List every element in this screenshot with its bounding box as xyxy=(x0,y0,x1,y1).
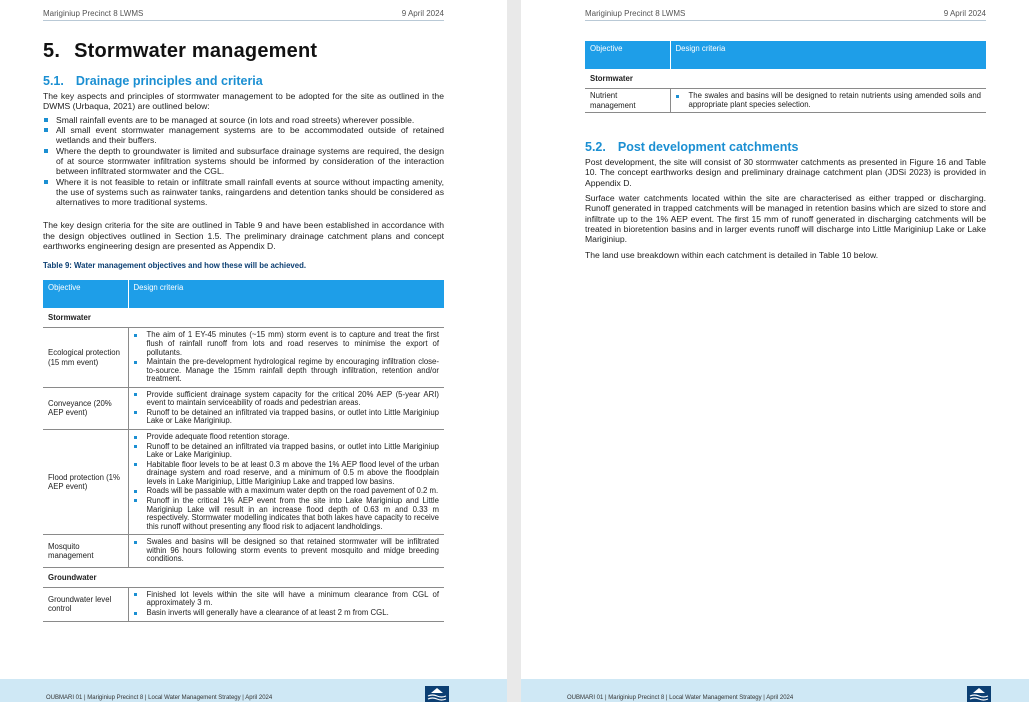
criteria-cell xyxy=(128,587,444,621)
list-item: Provide sufficient drainage system capacity for the critical 20% AEP (5-year ARI) event to maintain serviceability of roads and pedestrian areas. xyxy=(134,391,440,408)
subsection-number: 5.1. xyxy=(43,74,64,88)
square-bullet-icon xyxy=(134,593,137,596)
running-header xyxy=(585,9,986,21)
list-item: The swales and basins will be designed to retain nutrients using amended soils and appropriate plant species selection. xyxy=(676,92,982,109)
table-header-row xyxy=(585,41,986,69)
criteria-cell xyxy=(128,328,444,387)
catchments-paragraph-1: Post development, the site will consist of 30 stormwater catchments as presented in Figure 16 and Table 10. The concept earthworks design and preliminary drainage catchment plan (JDSi 2023) is provided in Appendix D. xyxy=(585,157,986,188)
list-item: Finished lot levels within the site will have a minimum clearance from CGL of approximately 3 m. xyxy=(134,591,440,608)
catchments-paragraph-3: The land use breakdown within each catchment is detailed in Table 10 below. xyxy=(585,249,879,260)
square-bullet-icon xyxy=(134,436,137,439)
table-row xyxy=(585,89,986,113)
criteria-table-continued xyxy=(585,41,986,113)
footer-text: OUBMARI 01 | Mariginiup Precinct 8 | Local Water Management Strategy | April 2024 xyxy=(46,695,273,701)
list-item: Runoff to be detained an infiltrated via trapped basins, or outlet into Little Mariginiup Lake or Lake Mariginiup. xyxy=(134,409,440,426)
page-footer xyxy=(0,679,507,702)
criteria-cell xyxy=(128,387,444,429)
header-date: 9 April 2024 xyxy=(401,9,444,18)
objective-cell: Flood protection (1% AEP event) xyxy=(43,430,128,535)
square-bullet-icon xyxy=(44,149,48,153)
square-bullet-icon xyxy=(44,118,48,122)
section-heading xyxy=(43,40,444,63)
square-bullet-icon xyxy=(134,445,137,448)
document-page-right xyxy=(521,0,1029,702)
table-caption: Table 9: Water management objectives and how these will be achieved. xyxy=(43,261,307,271)
page-content xyxy=(585,41,986,260)
square-bullet-icon xyxy=(134,334,137,337)
subsection-heading-5-2 xyxy=(585,140,986,154)
square-bullet-icon xyxy=(134,411,137,414)
list-item: Where the depth to groundwater is limited and subsurface drainage systems are required, the design of at source stormwater infiltration systems should be informed by consideration of the interaction between infiltrated stormwater and the CGL. xyxy=(43,146,444,177)
running-header xyxy=(43,9,444,21)
square-bullet-icon xyxy=(676,95,679,98)
criteria-cell xyxy=(670,89,986,113)
criteria-cell xyxy=(128,430,444,535)
table-header-row xyxy=(43,280,444,308)
principles-list xyxy=(43,115,444,208)
table-row xyxy=(43,328,444,387)
criteria-cell xyxy=(128,535,444,568)
table-row xyxy=(43,387,444,429)
objective-cell: Conveyance (20% AEP event) xyxy=(43,387,128,429)
list-item: The aim of 1 EY-45 minutes (~15 mm) storm event is to capture and treat the first flush of rainfall runoff from lots and road reserves to minimise the export of pollutants. xyxy=(134,331,440,357)
wave-logo-icon xyxy=(425,686,449,702)
table-row xyxy=(43,587,444,621)
list-item: Maintain the pre-development hydrological regime by encouraging infiltration close-to-source. Manage the 15mm rainfall depth through infiltration, retention and/or treatment. xyxy=(134,358,440,384)
column-header-objective: Objective xyxy=(43,280,128,308)
subsection-heading-5-1 xyxy=(43,74,444,88)
list-item: All small event stormwater management systems are to be accommodated outside of retained wetlands and their buffers. xyxy=(43,125,444,146)
column-header-objective: Objective xyxy=(585,41,670,69)
header-project: Mariginiup Precinct 8 LWMS xyxy=(43,9,144,18)
page-footer xyxy=(521,679,1029,702)
page-content xyxy=(43,40,444,622)
square-bullet-icon xyxy=(134,499,137,502)
list-item: Runoff to be detained an infiltrated via trapped basins, or outlet into Little Mariginiup Lake or Lake Mariginiup. xyxy=(134,443,440,460)
list-item: Small rainfall events are to be managed at source (in lots and road streets) wherever possible. xyxy=(43,115,444,125)
header-date: 9 April 2024 xyxy=(943,9,986,18)
square-bullet-icon xyxy=(44,180,48,184)
list-item: Swales and basins will be designed so that retained stormwater will be infiltrated within 96 hours following storm events to prevent mosquito and midge breeding conditions. xyxy=(134,538,440,564)
square-bullet-icon xyxy=(134,393,137,396)
list-item: Runoff in the critical 1% AEP event from the site into Lake Mariginiup and Little Mariginiup Lake will result in an increase flood depth of 0.63 m and 0.33 m respectively. Stormwater modelling indicates that both lakes have capacity to receive this runoff without presenting any flood risk to adjacent landholdings. xyxy=(134,497,440,531)
document-page-left xyxy=(0,0,507,702)
table-row xyxy=(43,430,444,535)
subsection-number: 5.2. xyxy=(585,140,606,155)
square-bullet-icon xyxy=(134,490,137,493)
objective-cell: Groundwater level control xyxy=(43,587,128,621)
list-item: Basin inverts will generally have a clearance of at least 2 m from CGL. xyxy=(134,609,440,618)
objective-cell: Nutrient management xyxy=(585,89,670,113)
section-title: Stormwater management xyxy=(74,40,318,62)
list-item: Where it is not feasible to retain or infiltrate small rainfall events at source without impacting amenity, the use of systems such as rainwater tanks, raingardens and detention tanks should be considered as alternatives to more traditional systems. xyxy=(43,177,444,208)
group-row-stormwater: Stormwater xyxy=(43,308,444,328)
list-item: Roads will be passable with a maximum water depth on the road pavement of 0.2 m. xyxy=(134,487,440,496)
list-item: Habitable floor levels to be at least 0.3 m above the 1% AEP flood level of the urban drainage system and road reserve, and a minimum of 0.5 m above the floodplain levels in Lake Mariginiup, Little Mariginiup Lake and trapped low basins. xyxy=(134,461,440,487)
subsection-title: Drainage principles and criteria xyxy=(75,74,263,88)
criteria-paragraph: The key design criteria for the site are outlined in Table 9 and have been established in accordance with the design objectives outlined in Section 1.5. The preliminary drainage catchment plans and concept earthworks engineering design are presented as Appendix D. xyxy=(43,220,444,252)
wave-logo-icon xyxy=(967,686,991,702)
table-row xyxy=(43,535,444,568)
square-bullet-icon xyxy=(134,463,137,466)
header-project: Mariginiup Precinct 8 LWMS xyxy=(585,9,686,18)
group-row-stormwater: Stormwater xyxy=(585,69,986,89)
column-header-criteria: Design criteria xyxy=(128,280,444,308)
subsection-title: Post development catchments xyxy=(617,140,799,155)
list-item: Provide adequate flood retention storage. xyxy=(134,433,440,442)
square-bullet-icon xyxy=(134,541,137,544)
catchments-paragraph-2: Surface water catchments located within the site are characterised as either trapped or discharging. Runoff generated in trapped catchments will be managed in retention basins which are sized to store and infiltrate up to the 1% AEP event. The first 15 mm of runoff generated in discharging catchments will be treated in bioretention basins and in larger events runoff will discharge into Little Mariginiup Lake or Lake Mariginiup. xyxy=(585,193,986,245)
intro-paragraph: The key aspects and principles of stormwater management to be adopted for the site as outlined in the DWMS (Urbaqua, 2021) are outlined below: xyxy=(43,91,444,112)
objective-cell: Ecological protection (15 mm event) xyxy=(43,328,128,387)
footer-text: OUBMARI 01 | Mariginiup Precinct 8 | Local Water Management Strategy | April 2024 xyxy=(567,695,794,701)
square-bullet-icon xyxy=(134,612,137,615)
column-header-criteria: Design criteria xyxy=(670,41,986,69)
objective-cell: Mosquito management xyxy=(43,535,128,568)
square-bullet-icon xyxy=(44,128,48,132)
square-bullet-icon xyxy=(134,361,137,364)
group-row-groundwater: Groundwater xyxy=(43,567,444,587)
section-number: 5. xyxy=(43,40,61,62)
criteria-table xyxy=(43,280,444,621)
